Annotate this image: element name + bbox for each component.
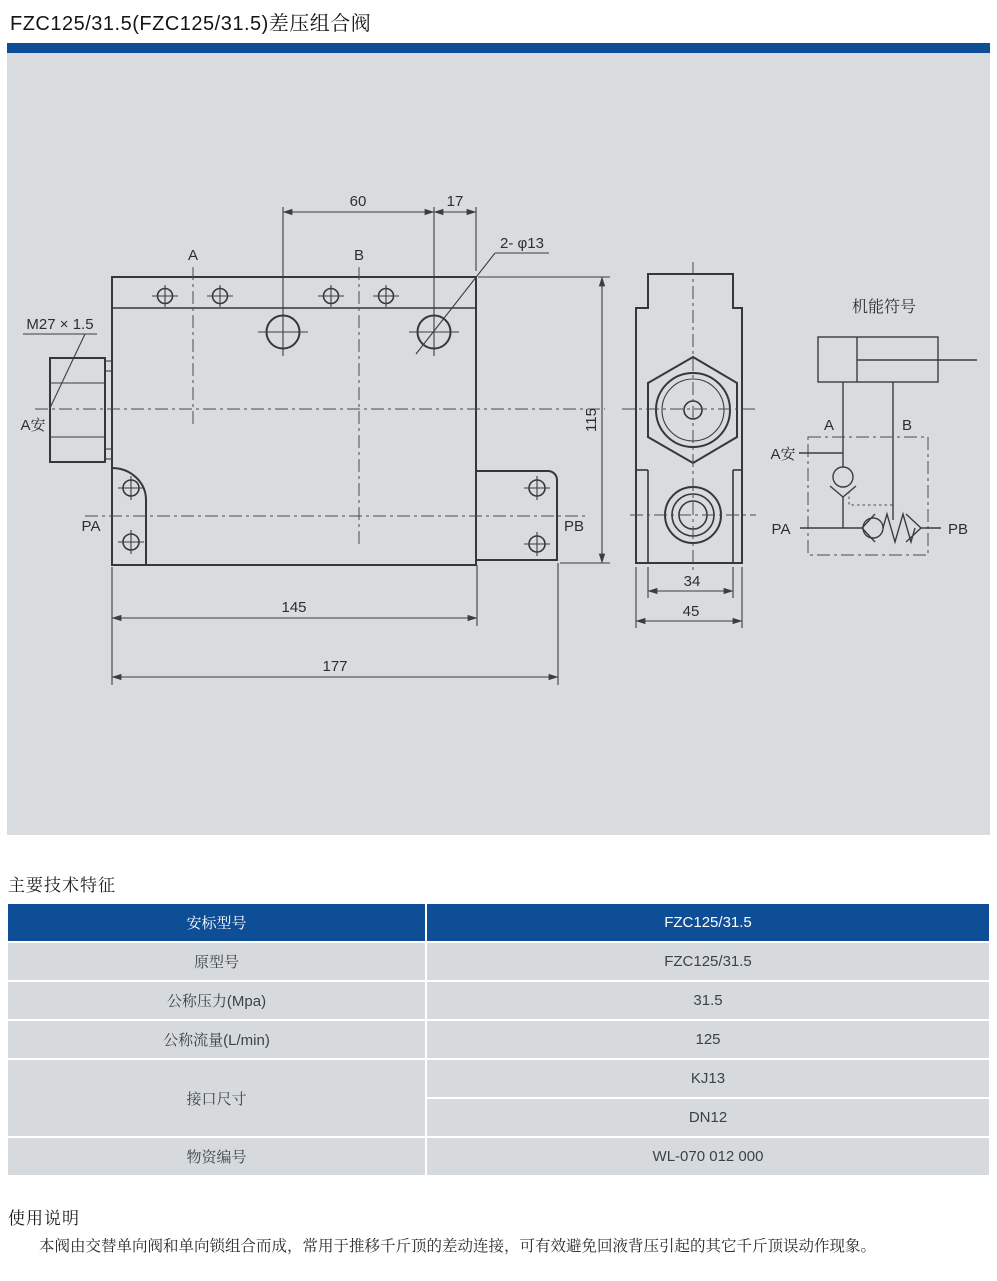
- usage-text: 本阀由交替单向阀和单向锁组合而成，常用于推移千斤顶的差动连接，可有效避免回液背压引起的其它千斤顶误动作现象。: [39, 1238, 877, 1255]
- spec-row-value: FZC125/31.5: [427, 943, 989, 980]
- symbol-pa-label: PA: [771, 521, 791, 538]
- usage-heading: 使用说明: [8, 1209, 80, 1228]
- dim-17-label: 17: [446, 193, 464, 210]
- table-row: [8, 1138, 989, 1175]
- port-pa-label: PA: [81, 518, 101, 535]
- spec-row-value: DN12: [427, 1099, 989, 1136]
- symbol-a-label: A: [823, 417, 835, 434]
- spec-row-value: 31.5: [427, 982, 989, 1019]
- hole-callout-label: 2- φ13: [500, 235, 544, 252]
- dim-34-label: 34: [683, 573, 701, 590]
- spec-row-value: 125: [427, 1021, 989, 1058]
- dim-145-label: 145: [281, 599, 307, 616]
- side-view: [622, 262, 758, 628]
- axis-b-label: B: [353, 247, 365, 264]
- front-view: [20, 193, 610, 685]
- panel-accent-bar: [7, 43, 990, 53]
- spec-header-value: FZC125/31.5: [427, 904, 989, 941]
- symbol-title: 机能符号: [851, 299, 917, 316]
- dim-115-label: 115: [583, 408, 600, 432]
- spec-row-label: 原型号: [8, 943, 425, 980]
- dim-45-label: 45: [682, 603, 700, 620]
- function-symbol-schematic: [770, 298, 977, 555]
- spec-row-label: 接口尺寸: [8, 1060, 425, 1136]
- axis-a-label: A: [187, 247, 199, 264]
- port-a-label: A安: [20, 417, 46, 434]
- specs-heading: 主要技术特征: [8, 876, 116, 895]
- spec-row-value: WL-070 012 000: [427, 1138, 989, 1175]
- mounting-holes-top: [152, 285, 399, 307]
- spec-header-label: 安标型号: [8, 904, 425, 941]
- pilot-line: [849, 491, 893, 505]
- check-valve-symbol: [830, 467, 856, 528]
- symbol-b-label: B: [901, 417, 913, 434]
- hex-plug-front: [50, 358, 112, 462]
- table-row: [8, 1021, 989, 1058]
- table-row-port-size: [8, 1060, 989, 1136]
- table-row: [8, 982, 989, 1019]
- pilot-check-spring-symbol: [800, 514, 941, 542]
- symbol-pb-label: PB: [947, 521, 969, 538]
- spec-row-label: 公称流量(L/min): [8, 1021, 425, 1058]
- dim-177-label: 177: [322, 658, 348, 675]
- cylinder-symbol: [818, 337, 977, 382]
- spec-row-label: 物资编号: [8, 1138, 425, 1175]
- dim-60-label: 60: [349, 193, 367, 210]
- specs-table: [8, 904, 989, 1177]
- symbol-a-an-label: A安: [770, 446, 796, 463]
- technical-drawing: [7, 53, 990, 835]
- port-pb-label: PB: [563, 518, 585, 535]
- spec-row-label: 公称压力(Mpa): [8, 982, 425, 1019]
- page-title: FZC125/31.5(FZC125/31.5)差压组合阀: [10, 13, 372, 35]
- table-row: [8, 943, 989, 980]
- table-header-row: [8, 904, 989, 941]
- spec-row-value: KJ13: [427, 1060, 989, 1097]
- thread-callout-label: M27 × 1.5: [26, 316, 94, 333]
- drawing-panel: [7, 43, 990, 835]
